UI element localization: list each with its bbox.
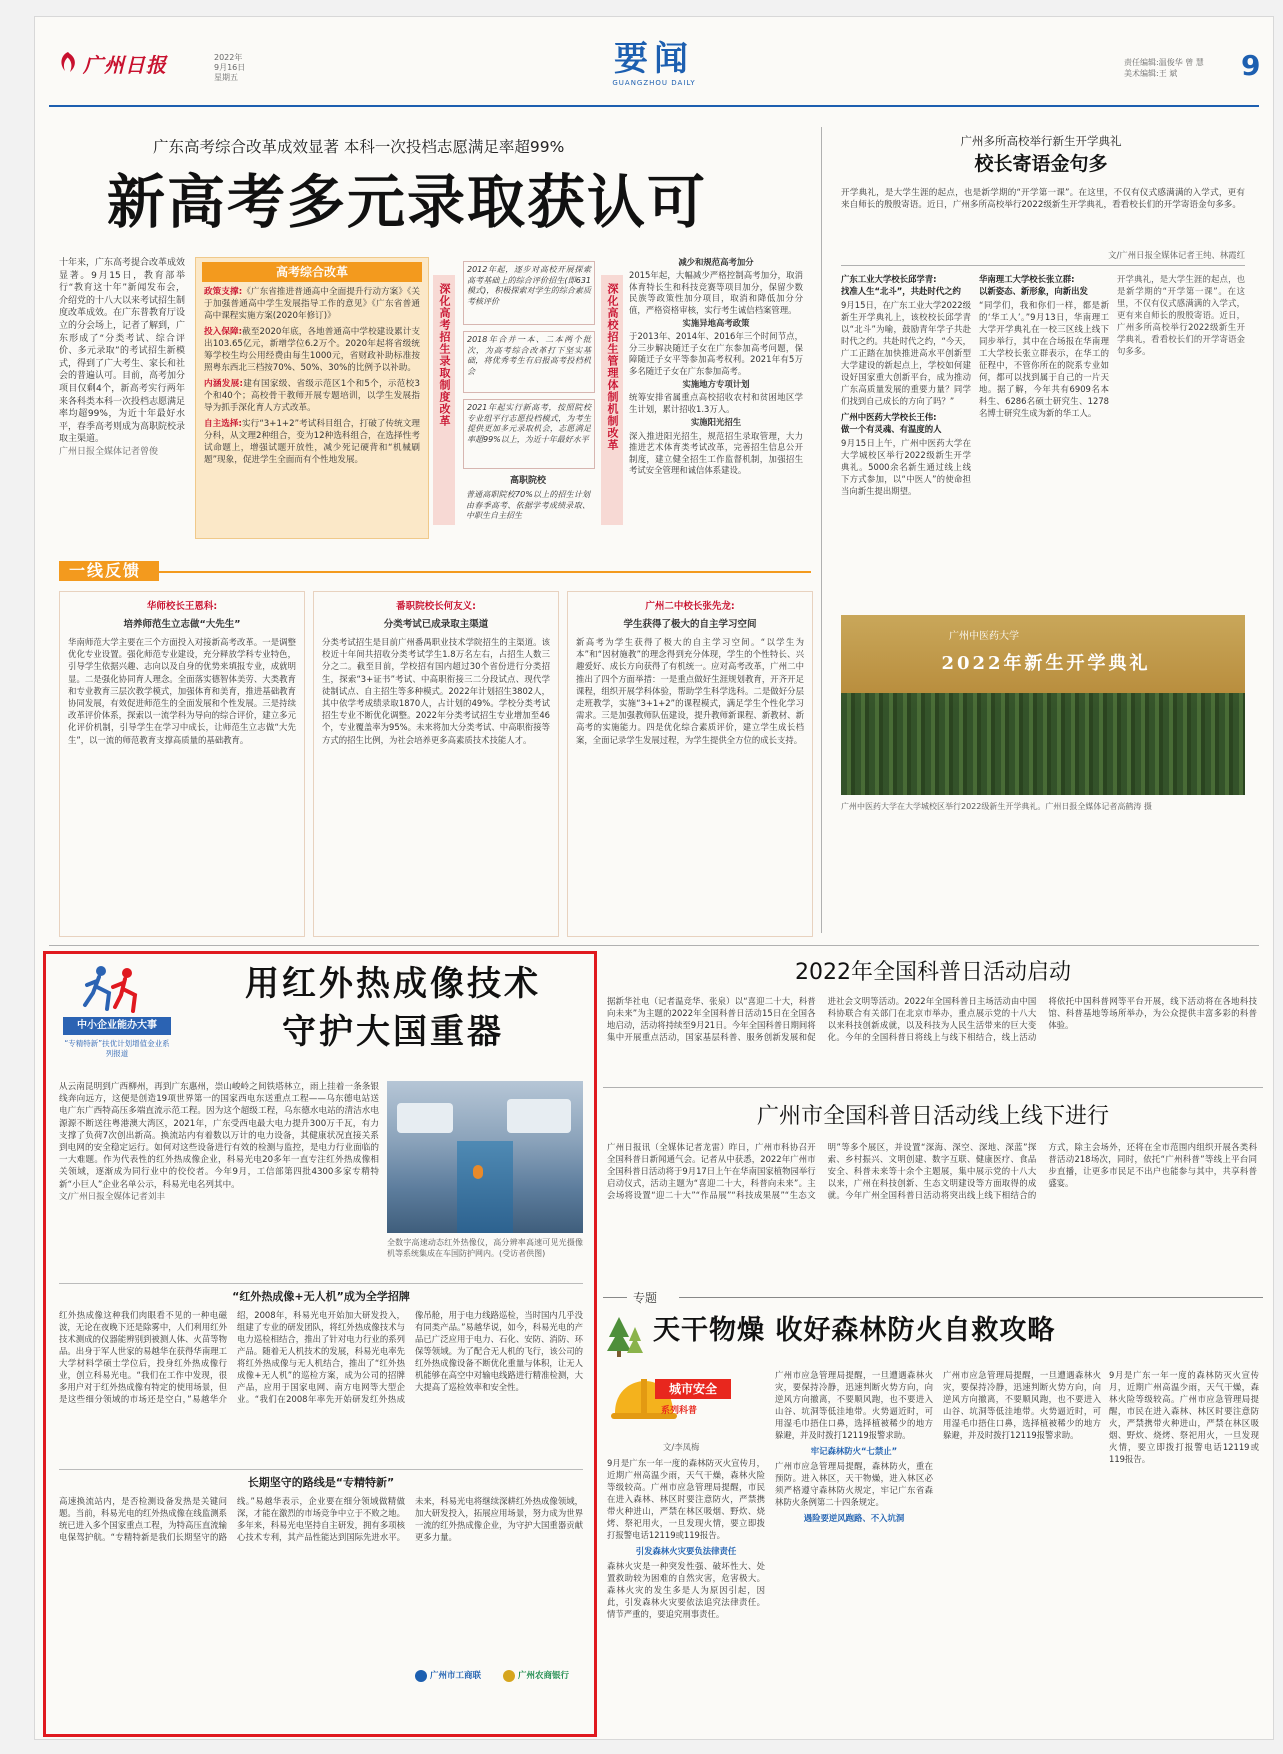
reform-item-text: 截至2020年底，各地普通高中学校建设累计支出103.65亿元，新增学位6.2万个。2020年起将省级统筹学校生均公用经费由每生1000元，省财政补助标准按照粤东西北三档按70%、50%、30%的比例予以补助。	[204, 327, 420, 373]
reform-item-label: 自主选择:	[204, 419, 242, 429]
side-col-3	[1117, 273, 1245, 605]
side-col-1	[841, 273, 971, 605]
reform-item-text: 实行“3+1+2”考试科目组合，打破了传统文理分科，从文理2种组合，变为12种选科组合，在选择性考试命题上，增强试题开放性，减少死记硬背和“机械刷题”现象，促进学生全面而有个性地发展。	[204, 419, 420, 465]
editor-line: 责任编辑:温俊华 曾 慧	[1124, 58, 1204, 67]
timeline-label-text: 深化高考招生录取制度改革	[438, 283, 451, 427]
infrared-badge	[59, 965, 175, 1065]
timeline-entry-text: 普通高职院校70%以上的招生计划由春季高考、依据学考成绩录取、中职生自主招生	[466, 490, 590, 520]
feedback-column	[313, 591, 559, 937]
reform-item	[204, 378, 420, 414]
bonus-column	[629, 257, 803, 541]
equipment-right	[507, 1099, 571, 1133]
timeline-entry-text: 2018年合并一本、二本两个批次，为高考综合改革打下坚实基础，将优秀考生有启报高考投档机会	[467, 335, 591, 376]
forest-body-text: 9月是广东一年一度的森林防灭火宣传月，近期广州高温少雨，天气干燥，森林火险等级较高。广州市应急管理局提醒，市民在进入森林、林区时要注意防火，严禁携带火种进山，严禁在林区吸烟、野炊、烧烤、祭祀用火，一旦发现火情，要立即拨打报警电话12119或119报告。	[607, 1458, 765, 1540]
forest-col-2	[775, 1369, 933, 1727]
forest-subhead: 引发森林火灾要负法律责任	[635, 1546, 737, 1556]
forest-col-4	[1109, 1369, 1259, 1727]
feedback-speaker: 华师校长王恩科:	[146, 601, 218, 612]
forest-col-3	[943, 1369, 1101, 1727]
bonus-heading: 实施地方专项计划	[682, 379, 750, 390]
reform-box	[195, 257, 429, 539]
tree-icon	[605, 1313, 645, 1359]
paper-logo-icon	[57, 50, 79, 74]
bonus-column-label-text: 深化高校招生管理体制机制改革	[606, 283, 619, 451]
forest-col-2-text: 广州市应急管理局提醒，一旦遭遇森林火灾，要保持冷静，迅速判断火势方向，向逆风方向撤离，不要顺风跑，也不要进入山谷、坑洞等低洼地带。火势逼近时，可用湿毛巾捂住口鼻，选择植被稀少的地方躲避，并及时拨打12119报警求助。	[775, 1370, 933, 1440]
section-english: GUANGZHOU DAILY	[612, 79, 696, 87]
forest-subhead: 牢记森林防火“七禁止”	[810, 1446, 898, 1456]
city-safety-badge-title: 城市安全	[655, 1379, 731, 1399]
timeline-entries	[463, 261, 595, 541]
reform-item-label: 内涵发展:	[204, 379, 243, 389]
reform-item-label: 政策支撑:	[204, 287, 243, 297]
section-name: 要闻	[614, 39, 694, 79]
feedback-column	[567, 591, 813, 937]
issue-date	[214, 53, 274, 83]
infrared-subhead-2-text: 长期坚守的路线是“专精特新”	[247, 1476, 395, 1489]
infrared-body-1-text: 红外热成像这种我们肉眼看不见的一种电磁波，无论在夜晚下还是除雾中，人们利用红外技术测成的仪器能辨别到被测人体、火苗等物品。出身于军人世家的易越华在获得华南理工大学材料学硕士学位后，投身红外热成像行业，创立科易光电。“我们在工作中发现，很多用户对于红外热成像有特定的使用场景，但是这些细分领域的市场还是空白，”易越华介绍，2008年，科易光电开始加大研发投入，组建了专业的研发团队，将红外热成像技术与电力巡检相结合，推出了针对电力行业的系列产品。随着无人机技术的发展，科易光电率先将红外热成像与无人机结合，推出了“红外热成像+无人机”的巡检方案，成为公司的招牌产品，应用于国家电网、南方电网等大型企业。“我们在2008年率先开始研发红外热成像吊舱，用于电力线路巡检，当时国内几乎没有同类产品。”易越华说，如今，科易光电的产品已广泛应用于电力、石化、安防、消防、环保等领域。为了配合无人机的飞行，该公司的红外热成像设备不断优化重量与体积，让无人机能够在高空中对输电线路进行精准检测，大大提高了巡检效率和安全性。	[59, 1310, 583, 1404]
timeline-entry	[463, 487, 593, 539]
ceremony-caption: 广州中医药大学在大学城校区举行2022级新生开学典礼。广州日报全媒体记者高鹤涛 摄	[841, 802, 1152, 811]
city-safety-badge	[609, 1365, 733, 1439]
timeline-entry	[463, 331, 595, 393]
feedback-column	[59, 591, 305, 937]
forest-subhead: 遇险要逆风跑路、不入坑洞	[803, 1513, 905, 1523]
feedback-section	[59, 557, 811, 939]
forest-col-1	[607, 1457, 765, 1727]
timeline-subtitle: 高职院校	[509, 476, 546, 486]
reform-item-text: 建有国家级、省级示范区1个和5个，示范校3个和40个；高校骨干教师开展专题培训，以学生发展指导为抓手深化育人方式改革。	[204, 379, 420, 413]
converter-photo-caption: 全数字高速动态红外热像仪，高分辨率高速可见光摄像机等系统集成在车国防护网内。(受访者供图)	[387, 1238, 583, 1258]
sponsor-logos	[415, 1665, 585, 1689]
infrared-body-1	[59, 1309, 583, 1461]
runner-icon	[79, 965, 149, 1013]
sponsor-logo-2: 广州农商银行	[518, 1671, 570, 1681]
timeline-entry	[463, 399, 595, 469]
forest-tag: 专题	[633, 1291, 658, 1305]
ceremony-banner-org: 广州中医药大学	[949, 631, 1019, 642]
feedback-column-text: 新高考为学生获得了极大的自主学习空间。“以学生为本”和“因材施教”的理念得到充分体现，学生的个性特长、兴趣爱好、成长方向获得了有机统一。应对高考改革，广州二中推出了四个方面举措：一是重点做好生涯规划教育，开齐开足课程，组织开展学科体验，帮助学生科学选科。二是做好分层走班教学，实施“3+1+2”的课程模式，满足学生个性化学习需求。三是加强教师队伍建设，提升教师新课程、新教材、新高考的实施能力。四是优化综合素质评价，建立学生成长档案，全面记录学生发展过程，为学生提供全方位的成长支持。	[576, 637, 804, 745]
editor-credits	[1124, 57, 1234, 79]
bonus-text: 于2013年、2014年、2016年三个时间节点，分三步解决随迁子女在广东参加高考问题，保障随迁子女平等参加高考权利。2021年有5万多名随迁子女在广东参加高考。	[629, 331, 803, 376]
gz-science-body-text: 广州日报讯（全媒体记者龙雷）昨日，广州市科协召开全国科普日新闻通气会。记者从中获悉，2022年广州市全国科普日活动将于9月17日上午在华南国家植物园举行启动仪式，活动主题为“喜迎二十大，科普向未来”。主会场将设置“迎二十大”“作品展”“科技成果展”“生态文明”等多个展区，并设置“深海、深空、深地、深蓝”探索、乡村振兴、文明创建、数字互联、健康医疗、食品安全、科普未来等十余个主题展，集中展示党的十八大以来，广州在科技创新、生态文明建设等方面取得的成就。今年广州全国科普日活动将突出线上线下相结合的方式，除主会场外，还将在全市范围内组织开展各类科普活动218场次，同时，依托“广州科普”等线上平台同步直播，让更多市民足不出户也能参与其中，共享科普盛宴。	[607, 1142, 1257, 1200]
infrared-subhead-1	[59, 1283, 583, 1302]
side-headline: 校长寄语金句多	[974, 153, 1108, 175]
gz-science-headline: 广州市全国科普日活动线上线下进行	[756, 1104, 1109, 1129]
feedback-speaker: 广州二中校长张先龙:	[645, 601, 735, 612]
timeline-label	[433, 275, 455, 525]
lead-body-text: 十年来，广东高考提合改革成效显著。9月15日，教育部举行“教育这十年”新闻发布会，介绍党的十八大以来考试招生制度改革成效。在广东普教育厅设立的分会场上，记者了解到，广东形成了“分类考试、综合评价、多元录取”的考试招生新模式，得到了广大考生、家长和社会的普遍认可。目前，高考加分项目仅剩4个，新高考实行两年来各科类本科一次投档志愿满足率均超99%，为近十年最好水平，春季高考则成为高职院校录取主渠道。	[59, 258, 185, 445]
lead-kicker: 广东高考综合改革成效显著 本科一次投档志愿满足率超99%	[153, 138, 565, 156]
forest-byline: 文/李凤梅	[663, 1442, 700, 1452]
column-divider	[821, 127, 822, 933]
timeline-entry-text: 2021年起实行新高考，按照院校专业组平行志愿投档模式，为考生提供更加多元录取机会，志愿满足率超99%以上，为近十年最好水平	[467, 403, 591, 444]
date-year: 2022年	[214, 53, 243, 62]
side-block-text: “同学们，我和你们一样，都是新的‘华工人’。”9月13日，华南理工大学开学典礼在一校三区线上线下同步举行，其中在合场报在华南理工大学校长张立群表示，在华工的征程中，不管你所在的院系专业如何，都可以找到属于自己的一片天地。据了解，今年共有6909名本科生、6286名硕士研究生、1278名博士研究生成为新的华工人。	[979, 300, 1109, 418]
infrared-badge-sub: “专精特新”扶优计划增值金业系列报道	[64, 1039, 170, 1058]
timeline-entry	[463, 261, 595, 325]
side-block-sub: 以新姿态、新形象，向新出发	[979, 286, 1088, 296]
feedback-speaker: 番职院校长何友义:	[396, 601, 476, 612]
bonus-heading: 减少和规范高考加分	[678, 257, 754, 267]
bonus-text: 统筹安排省属重点高校招收农村和贫困地区学生计划，累计招收1.3万人。	[629, 392, 803, 414]
paper-name: 广州日报	[83, 53, 167, 77]
science-day-body	[607, 995, 1257, 1081]
forest-headline: 天干物燥 收好森林防火自救攻略	[653, 1315, 1056, 1346]
side-divider	[841, 265, 1245, 266]
date-weekday: 星期五	[214, 73, 238, 82]
infrared-lead-text: 从云南昆明到广西柳州，再到广东惠州，崇山峻岭之间铁塔林立，雨上挂着一条条银线奔向远方，这便是创造19项世界第一的国家西电东送重点工程——乌东德电站送电广东广西特高压多端直流示范工程。因为这个超级工程，乌东德水电站的清洁水电源源不断送往粤港澳大湾区，2021年，广东受西电最大电力提升300万千瓦，有力支撑了负荷7次创出新高。换流站内有着数以万计的电力设备，其健康状况直接关系到电网的安全稳定运行。如何对这些设备进行有效的检测与监控，是电力行业面临的一大难题。作为代表性的红外热成像企业，科易光电20多年一直专注红外热成像相关领域，逐渐成为同行业中的佼佼者。今年9月，工信部第四批4300多家专精特新“小巨人”企业名单公示，科易光电名列其中。	[59, 1082, 379, 1190]
lead-headline: 新高考多元录取获认可	[107, 168, 708, 236]
forest-tree-icon	[605, 1313, 645, 1359]
side-col-3-text: 开学典礼，是大学生涯的起点，也是新学期的“开学第一课”。在这里，不仅有仪式感满满的入学式，更有来自师长的殷殷寄语。近日，广州多所高校举行2022级新生开学典礼，看看校长们的开学寄语金句多多。	[1117, 274, 1245, 356]
bonus-text: 深入推进阳光招生，规范招生录取管理，大力推进艺术体育类考试改革，完善招生信息公开制度，建立健全招生工作监督机制，加强招生考试安全管理和诚信体系建设。	[629, 430, 803, 475]
side-block-heading: 广州中医药大学校长王伟:	[841, 412, 937, 422]
sponsor-logo-2-icon	[503, 1670, 515, 1682]
gz-science-body	[607, 1141, 1257, 1279]
science-day-headline: 2022年全国科普日活动启动	[795, 960, 1071, 985]
crowd-rows	[841, 693, 1245, 795]
paper-logo	[57, 49, 175, 75]
reform-box-items	[204, 286, 420, 532]
bonus-column-label	[601, 275, 623, 525]
feedback-column-text: 分类考试招生是目前广州番禺职业技术学院招生的主渠道。该校近十年间共招收分类考试学生1.8万名左右，占招生人数三分之二。截至目前，学校招有国内超过30个省份进行分类招生，探索“3+证书”考试、中高职衔接三二分段试点、现代学徒制试点、自主招生等多种模式。2022年计划招生3802人，其中依学考成绩录取1870人，占计划的49%。学校分类考试招生专业不断优化调整。2022年分类考试招生专业增加至46个，专业覆盖率为95%。未来将加大分类考试、中高职衔接等方式的招生比例，为社会培养更多高素质技术技能人才。	[322, 637, 550, 745]
bonus-heading: 实施异地高考政策	[682, 318, 750, 329]
section-divider	[49, 945, 1259, 946]
forest-subhead-text: 森林火灾是一种突发性强、破坏性大、处置救助较为困难的自然灾害，危害极大。森林火灾的发生多是人为原因引起，因此，引发森林火灾要依法追究法律责任。情节严重的，要追究刑事责任。	[607, 1561, 765, 1619]
bonus-sections	[629, 257, 803, 541]
feedback-column-title: 培养师范生立志做“大先生”	[123, 619, 241, 630]
science-divider	[603, 1087, 1263, 1088]
side-kicker: 广州多所高校举行新生开学典礼	[960, 134, 1122, 148]
forest-tag-rule-left	[603, 1297, 627, 1298]
sponsor-logo-1: 广州市工商联	[430, 1671, 482, 1681]
infrared-lead	[59, 1081, 379, 1277]
forest-col-3-text: 广州市应急管理局提醒，一旦遭遇森林火灾，要保持冷静，迅速判断火势方向，向逆风方向撤离，不要顺风跑，也不要进入山谷、坑洞等低洼地带。火势逼近时，可用湿毛巾捂住口鼻，选择植被稀少的地方躲避，并及时拨打12119报警求助。	[943, 1370, 1101, 1440]
city-safety-badge-sub: 系列科普	[661, 1406, 698, 1416]
side-block-heading: 华南理工大学校长张立群:	[979, 274, 1075, 284]
worker	[473, 1165, 483, 1179]
feedback-column-text: 华南师范大学主要在三个方面投入对接新高考改革。一是调整优化专业设置。强化师范专业建设，充分释放学科专业特色，引导学生依据兴趣、志向以及自身的优势来填报专业，成就明显。二是强化协同育人理念。全面落实德智体美劳、大类教育和专业教育三层次教学模式，加强体育和美育，推进基础教育协同发展，有效促进师范生的全面发展和个性发展。三是持续改革评价体系，探索以一流学科为导向的综合评价，建立多元化评价机制，引导学生在学习中成长，让师范生立志做“大先生”，以一流的师范教育支撑高质量的基础教育。	[68, 637, 296, 745]
lead-body	[59, 257, 185, 533]
aisle	[457, 1141, 513, 1233]
infrared-subhead-2	[59, 1469, 583, 1488]
forest-tag-rule-right	[679, 1297, 1263, 1298]
forest-subhead-text: 广州市应急管理局提醒，森林防火，重在预防。进入林区，天干物燥，进入林区必须严格遵守森林防火规定，牢记广东省森林防火条例第二十四条规定。	[775, 1461, 933, 1507]
infrared-body-2-text: 高速换流站内，是否检测设备发热是关键问题。当前，科易光电的红外热成像在线监测系统已进入多个国家重点工程，为特高压直流输电保驾护航。“专精特新是我们长期坚守的路线。”易越华表示，企业要在细分领域做精做深，才能在激烈的市场竞争中立于不败之地。多年来，科易光电坚持自主研发，拥有多项核心技术专利，其产品性能达到国际先进水平。未来，科易光电将继续深耕红外热成像领域，加大研发投入，拓展应用场景，努力成为世界一流的红外热成像企业，为守护大国重器贡献更多力量。	[59, 1496, 583, 1542]
side-intro-text: 开学典礼，是大学生涯的起点，也是新学期的“开学第一课”。在这里，不仅有仪式感满满的入学式，更有来自师长的殷殷寄语。近日，广州多所高校举行2022级新生开学典礼，看看校长们的开学寄语金句多多。	[841, 188, 1245, 210]
lead-byline: 广州日报全媒体记者曾俊	[59, 446, 159, 457]
feedback-title-bar	[59, 557, 811, 583]
sponsor-logo-1-icon	[415, 1670, 427, 1682]
side-block-text: 9月15日，在广东工业大学2022级新生开学典礼上，该校校长邱学青以“北斗”为喻，鼓励青年学子共赴时代之约。共赴时代之约，“今天，广工正踏在加快推进高水平创新型大学建设的新起点上，学校如何建设好国家重大创新平台，成为推动广东高质量发展的重要力量？同学们找到自己成长的方向了吗？”	[841, 300, 971, 406]
reform-item-label: 投入保障:	[204, 327, 243, 337]
science-day-body-text: 据新华社电（记者温竞华、张泉）以“喜迎二十大，科普向未来”为主题的2022年全国科普日活动15日在全国各地启动，活动将持续至9月21日。今年全国科普日期间将集中开展重点活动，国家基层科普、服务创新发展和促进社会文明等活动。2022年全国科普日主场活动由中国科协联合有关部门在北京市举办，重点展示党的十八大以来科技创新成就，以及科技为人民生活带来的巨大变化。今年的全国科普日将线上与线下相结合，线上活动将依托中国科普网等平台开展，线下活动将在各地科技馆、科普基地等场所举办，为公众提供丰富多彩的科普体验。	[607, 996, 1257, 1042]
forest-col-4-text: 9月是广东一年一度的森林防灭火宣传月，近期广州高温少雨，天气干燥，森林火险等级较高。广州市应急管理局提醒，市民在进入森林、林区时要注意防火，严禁携带火种进山，严禁在林区吸烟、野炊、烧烤、祭祀用火，一旦发现火情，要立即拨打报警电话12119或119报告。	[1109, 1370, 1259, 1464]
page-number: 9	[1241, 49, 1261, 82]
infrared-headline-1: 用红外热成像技术	[245, 964, 541, 1004]
newspaper-page	[34, 16, 1274, 1740]
section-header	[594, 39, 714, 87]
side-block-sub: 找准人生“北斗”，共赴时代之约	[841, 286, 961, 296]
infrared-body-2	[59, 1495, 583, 1655]
infrared-badge-title: 中小企业能办大事	[63, 1017, 171, 1035]
ceremony-photo	[841, 615, 1245, 795]
reform-item	[204, 326, 420, 374]
feedback-column-title: 分类考试已成录取主渠道	[383, 619, 489, 630]
reform-item-text: 《广东省推进普通高中全面提升行动方案》《关于加强普通高中学生发展指导工作的意见》《广东省普通高中课程实施方案(2020年修订)》	[204, 287, 420, 321]
reform-item	[204, 418, 420, 466]
feedback-column-title: 学生获得了极大的自主学习空间	[623, 619, 757, 630]
date-day: 9月16日	[214, 63, 246, 72]
side-byline: 文/广州日报全媒体记者王纯、林霞红	[1108, 250, 1245, 260]
side-block-sub: 做一个有灵魂、有温度的人	[841, 424, 942, 434]
feedback-title: 一线反馈	[69, 561, 142, 580]
infrared-byline: 文/广州日报全媒体记者刘丰	[59, 1191, 166, 1202]
reform-box-title: 高考综合改革	[202, 262, 422, 282]
feedback-rule	[159, 571, 811, 573]
converter-station-photo	[387, 1081, 583, 1233]
equipment-left	[397, 1103, 453, 1133]
side-block-text: 9月15日上午，广州中医药大学在大学城校区举行2022级新生开学典礼。5000余名新生通过线上线下方式参加，以“中医人”的使命担当向新生提出期望。	[841, 438, 971, 496]
reform-item	[204, 286, 420, 322]
masthead-divider	[49, 105, 1259, 107]
timeline-entry-text: 2012年起，逐步对高校开展探索高考基础上的综合评价招生(即631模式)，积极探索对学生的综合素质考核评价	[467, 265, 591, 306]
side-col-2	[979, 273, 1109, 605]
infrared-subhead-1-text: “红外热成像+无人机”成为全学招牌	[232, 1290, 410, 1303]
bonus-text: 2015年起，大幅减少严格控制高考加分，取消体育特长生和科技竞赛等项目加分，保留少数民族等政策性加分项目，取消和降低加分分值，严格资格审核，实行考生诚信档案管理。	[629, 270, 803, 315]
forest-tag-bar	[603, 1287, 1263, 1307]
side-block-heading: 广东工业大学校长邱学青:	[841, 274, 937, 284]
infrared-headline-2: 守护大国重器	[282, 1012, 504, 1052]
art-editor-line: 美术编辑:王 斌	[1124, 69, 1178, 78]
ceremony-banner-title: 2022年新生开学典礼	[941, 653, 1151, 674]
bonus-heading: 实施阳光招生	[690, 417, 742, 428]
masthead	[49, 29, 1259, 99]
